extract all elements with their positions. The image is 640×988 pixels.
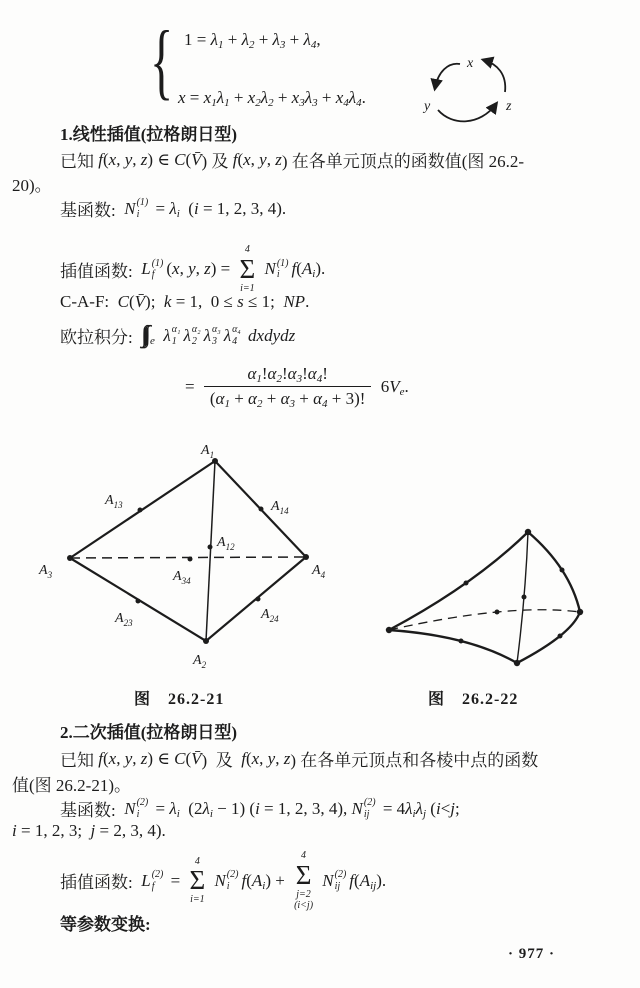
euler-integral-line: 欧拉积分: ∫∫∫ e λ α₁ 1 λ α₂ 2 λ α₃ 3 λ α₄ 4 dxdydz — [60, 322, 296, 348]
midpoint-a12-dot — [208, 545, 213, 550]
page-number: · 977 · — [508, 946, 556, 962]
isoparametric-transform-line: 等参数变换: — [60, 915, 151, 934]
interpolation-function-line-2: 插值函数: L (2) f = 4 Σ i=1 N (2) i f ( A i ) + 4 Σ j=2 (i<j) N (2) ij f ( A ij ). — [60, 850, 387, 911]
vertex-left-dot — [386, 627, 392, 633]
curved-edge-bottom-right — [517, 612, 580, 663]
midside-dot-3 — [522, 595, 527, 600]
vertex-right-dot — [577, 609, 583, 615]
figure-26-2-21 — [25, 440, 345, 675]
equation-line-1: 1 = λ 1 + λ 2 + λ 3 + λ 4 , — [184, 30, 321, 51]
cycle-arrow-y-to-z-icon — [438, 104, 496, 121]
vertex-top-dot — [525, 529, 531, 535]
equation-brace: { — [150, 13, 174, 108]
edge-a1-a3 — [70, 461, 215, 558]
curved-edge-left-top — [389, 532, 528, 630]
figure-26-2-22-caption: 图 26.2-22 — [428, 691, 519, 708]
section-1-heading: 1.线性插值(拉格朗日型) — [60, 125, 238, 144]
cycle-arrow-x-to-y-icon — [435, 64, 460, 88]
section-2-paragraph-line-2: 值(图 26.2-21)。 — [12, 776, 131, 795]
midpoint-a13-dot — [138, 508, 143, 513]
figure-26-2-22 — [378, 515, 628, 675]
label-a34: $A_{34}$ — [173, 569, 191, 586]
label-a12: $A_{12}$ — [217, 535, 235, 552]
label-a14: $A_{14}$ — [271, 499, 289, 516]
caf-line: C-A-F: C ( V̄ ); k = 1, 0 ≤ s ≤ 1; NP . — [60, 292, 310, 311]
midpoint-a23-dot — [136, 599, 141, 604]
vertex-a3-dot — [67, 555, 73, 561]
cycle-label-y: y — [424, 99, 431, 114]
figure-26-2-21-caption: 图 26.2-21 — [134, 691, 225, 708]
curved-edge-top-right — [528, 532, 580, 612]
section-2-paragraph-line-1: 已知 f ( x , y , z ) ∈ C ( V̄ ) 及 f ( x , y , z ) 在各单元顶点和各棱中点的函数 — [60, 748, 539, 770]
curved-edge-left-bottom — [389, 630, 517, 663]
basis-function-line-2b: i = 1, 2, 3; j = 2, 3, 4). — [12, 821, 166, 840]
midside-dot-6 — [558, 634, 563, 639]
interpolation-function-line-1: 插值函数: L (1) f ( x , y , z ) = 4 Σ i=1 N (1) i f ( A i ). — [60, 244, 326, 294]
midside-dot-5 — [459, 639, 464, 644]
vertex-bottom-dot — [514, 660, 520, 666]
vertex-a4-dot — [303, 554, 309, 560]
basis-function-line-2a: 基函数: N (2) i = λ i (2 λ i − 1) ( i = 1, 2, 3, 4), N (2) ij = 4 λ i λ j ( i < j ; — [60, 797, 460, 820]
midpoint-a34-dot — [188, 557, 193, 562]
cycle-arrow-z-to-x-icon — [484, 60, 505, 92]
label-a2: $A_2$ — [193, 653, 207, 670]
equation-line-2: x = x 1 λ 1 + x 2 λ 2 + x 3 λ 3 + x 4 λ 4 . — [178, 88, 366, 109]
basis-function-line-1: 基函数: N (1) i = λ i ( i = 1, 2, 3, 4). — [60, 197, 287, 220]
vertex-a2-dot — [203, 638, 209, 644]
section-1-paragraph-line-2: 20)。 — [12, 176, 52, 195]
label-a23: $A_{23}$ — [115, 611, 133, 628]
label-a24: $A_{24}$ — [261, 607, 279, 624]
cycle-label-x: x — [467, 56, 474, 71]
label-a3: $A_3$ — [39, 563, 53, 580]
midside-dot-4 — [495, 610, 500, 615]
cycle-permutation-diagram — [422, 52, 518, 128]
label-a1: $A_1$ — [201, 443, 215, 460]
midpoint-a14-dot — [259, 507, 264, 512]
edge-a1-a2 — [206, 461, 215, 641]
midside-dot-2 — [560, 568, 565, 573]
label-a4: $A_4$ — [312, 563, 326, 580]
section-2-heading: 2.二次插值(拉格朗日型) — [60, 723, 238, 742]
section-1-paragraph-line-1: 已知 f ( x , y , z ) ∈ C ( V̄ ) 及 f ( x , y , z ) 在各单元顶点的函数值(图 26.2- — [60, 149, 525, 171]
euler-integral-result-line: = α 1 ! α 2 ! α 3 ! α 4 ! ( α 1 + α 2 + α 3 + α 4 + 3)! 6 V e . — [185, 364, 409, 410]
midside-dot-1 — [464, 581, 469, 586]
label-a13: $A_{13}$ — [105, 493, 123, 510]
cycle-label-z: z — [506, 99, 512, 114]
midpoint-a24-dot — [256, 597, 261, 602]
